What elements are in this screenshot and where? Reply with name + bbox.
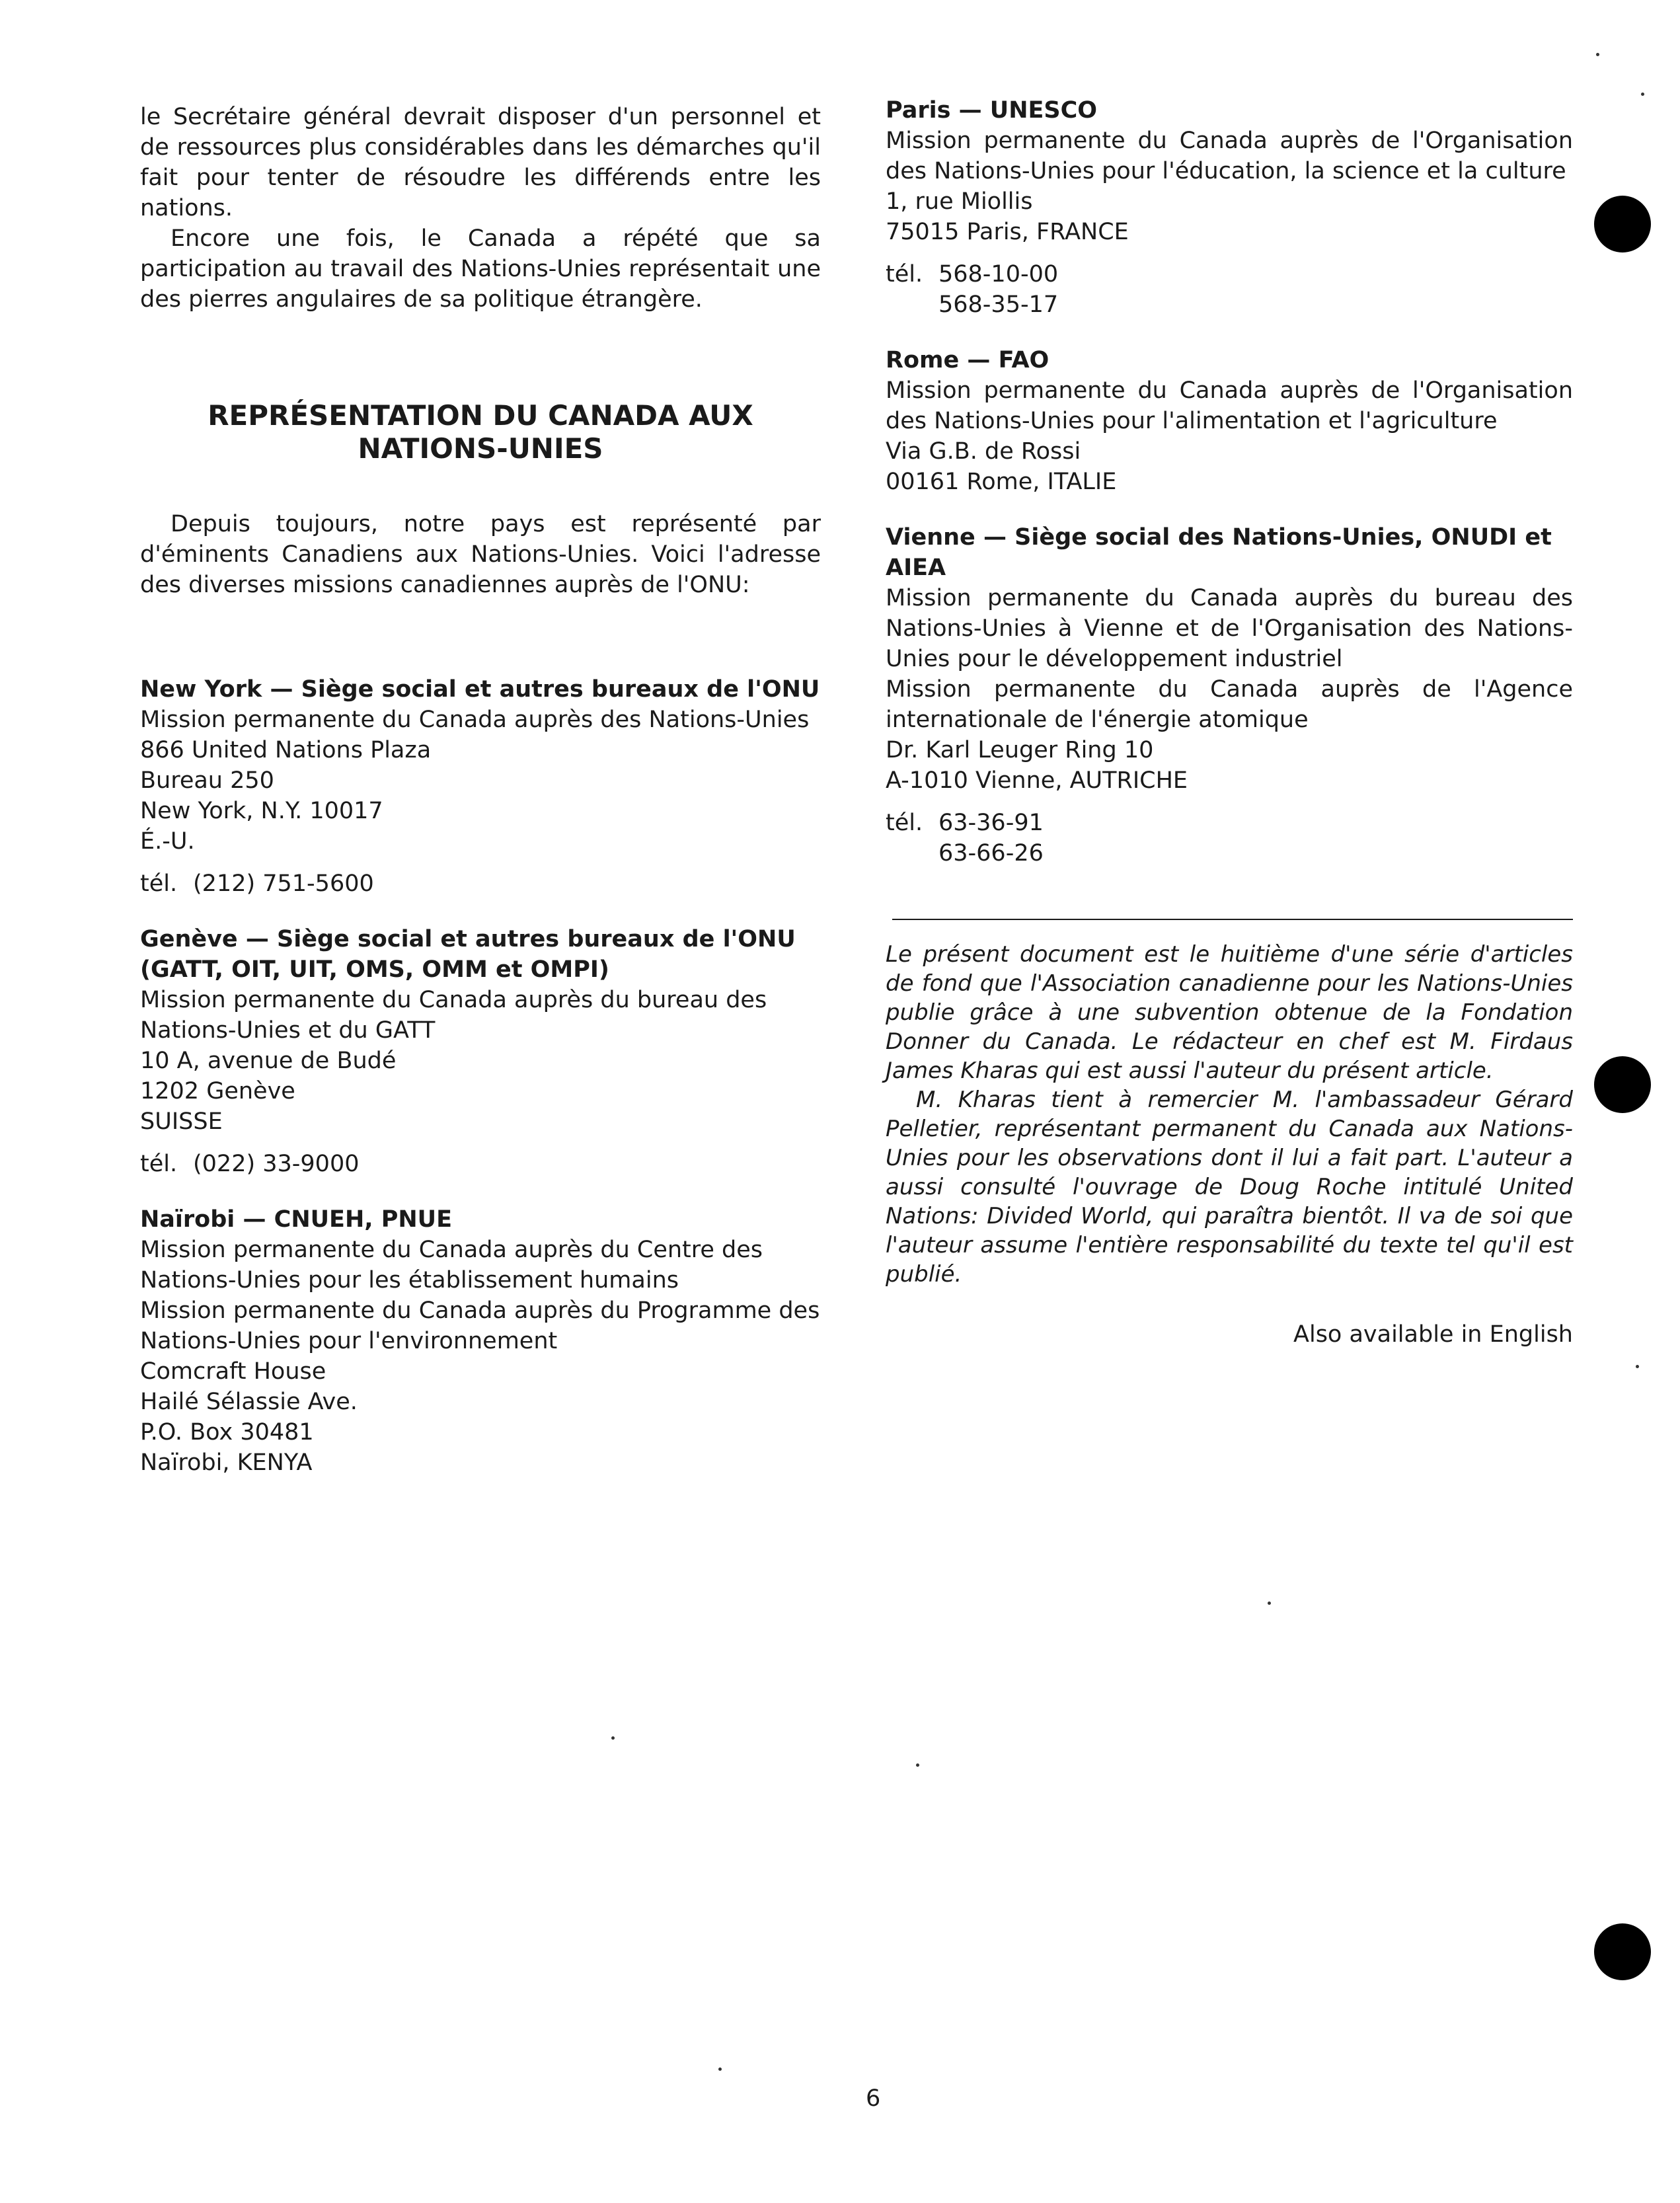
mission-address-line: Mission permanente du Canada auprès du Centre des Nations-Unies pour les établissement humains xyxy=(140,1237,763,1294)
telephone-label: tél. xyxy=(886,810,923,836)
telephone-label: tél. xyxy=(140,1151,178,1177)
telephone-number: 63-66-26 xyxy=(938,840,1044,867)
mission-geneve xyxy=(140,924,821,1179)
mission-address-line: Bureau 250 xyxy=(140,767,274,794)
mission-rome xyxy=(886,345,1573,497)
intro-paragraph-1: le Secrétaire général devrait disposer d'un personnel et de ressources plus considérables dans les démarches qu'il fait pour tenter de résoudre les différends entre les nations. xyxy=(140,104,821,221)
telephone-number: 568-35-17 xyxy=(938,291,1059,318)
mission-address-line: SUISSE xyxy=(140,1108,223,1135)
mission-heading: New York — Siège social et autres bureaux de l'ONU xyxy=(140,676,820,703)
scan-speck xyxy=(1268,1602,1271,1605)
note-paragraph-1: Le présent document est le huitième d'une série d'articles de fond que l'Association canadienne pour les Nations-Unies publie grâce à une subvention obtenue de la Fondation Donner du Canada. Le rédacteur en chef est M. Firdaus James Kharas qui est aussi l'auteur du présent article. xyxy=(886,941,1573,1084)
mission-address-line: 866 United Nations Plaza xyxy=(140,737,432,763)
section-title: REPRÉSENTATION DU CANADA AUX NATIONS-UNIES xyxy=(208,399,753,465)
mission-address-line: Mission permanente du Canada auprès du Programme des Nations-Unies pour l'environnement xyxy=(140,1297,820,1354)
telephone-label: tél. xyxy=(886,261,923,288)
mission-address-line: New York, N.Y. 10017 xyxy=(140,798,383,824)
mission-address-line: Comcraft House xyxy=(140,1358,326,1385)
mission-address-line: Mission permanente du Canada auprès de l'Agence internationale de l'énergie atomique xyxy=(886,676,1573,733)
mission-address-line: 1202 Genève xyxy=(140,1078,295,1104)
scan-speck xyxy=(1636,1365,1639,1368)
scan-speck xyxy=(718,2068,722,2071)
telephone-block xyxy=(886,259,1573,320)
mission-address-line: 75015 Paris, FRANCE xyxy=(886,219,1129,245)
mission-address-line: Naïrobi, KENYA xyxy=(140,1449,313,1476)
binder-hole-bottom xyxy=(1594,1923,1651,1980)
mission-paris xyxy=(886,95,1573,320)
right-column xyxy=(886,95,1573,1350)
telephone-block xyxy=(886,808,1573,869)
mission-address-line: Mission permanente du Canada auprès du bureau des Nations-Unies à Vienne et de l'Organisation des Nations-Unies pour le développement industriel xyxy=(886,585,1573,672)
scan-speck xyxy=(916,1763,919,1767)
mission-heading: Genève — Siège social et autres bureaux de l'ONU (GATT, OIT, UIT, OMS, OMM et OMPI) xyxy=(140,926,796,983)
telephone-label: tél. xyxy=(140,870,178,897)
also-available-note: Also available in English xyxy=(1293,1321,1573,1348)
mission-address-line: A-1010 Vienne, AUTRICHE xyxy=(886,767,1188,794)
mission-heading: Vienne — Siège social des Nations-Unies, ONUDI et AIEA xyxy=(886,524,1552,581)
mission-heading: Paris — UNESCO xyxy=(886,97,1098,124)
scan-speck xyxy=(611,1736,615,1740)
binder-hole-middle xyxy=(1594,1056,1651,1113)
mission-address-line: Hailé Sélassie Ave. xyxy=(140,1389,358,1415)
telephone-block xyxy=(140,1149,821,1179)
mission-address-line: Via G.B. de Rossi xyxy=(886,438,1081,465)
mission-address-line: Mission permanente du Canada auprès des Nations-Unies xyxy=(140,707,810,733)
scan-speck xyxy=(1596,53,1599,56)
telephone-number: 568-10-00 xyxy=(938,261,1059,288)
page-number: 6 xyxy=(866,2085,881,2112)
section-intro: Depuis toujours, notre pays est représenté par d'éminents Canadiens aux Nations-Unies. Voici l'adresse des diverses missions canadiennes auprès de l'ONU: xyxy=(140,511,821,598)
mission-address-line: Mission permanente du Canada auprès du bureau des Nations-Unies et du GATT xyxy=(140,987,767,1044)
scan-speck xyxy=(1641,93,1644,96)
binder-hole-top xyxy=(1594,196,1651,252)
mission-address-line: Mission permanente du Canada auprès de l'Organisation des Nations-Unies pour l'alimentation et l'agriculture xyxy=(886,377,1573,434)
mission-address-line: Dr. Karl Leuger Ring 10 xyxy=(886,737,1154,763)
note-paragraph-2: M. Kharas tient à remercier M. l'ambassadeur Gérard Pelletier, représentant permanent du Canada aux Nations-Unies pour les observations dont il lui a fait part. L'auteur a aussi consulté l'ouvrage de Doug Roche intitulé United Nations: Divided World, qui paraîtra bientôt. Il va de soi que l'auteur assume l'entière responsabilité du texte tel qu'il est publié. xyxy=(886,1087,1573,1288)
mission-address-line: 10 A, avenue de Budé xyxy=(140,1048,397,1074)
telephone-number: (022) 33-9000 xyxy=(193,1151,360,1177)
mission-address-line: 1, rue Miollis xyxy=(886,188,1033,215)
mission-address-line: É.-U. xyxy=(140,828,195,855)
mission-heading: Naïrobi — CNUEH, PNUE xyxy=(140,1206,452,1233)
mission-heading: Rome — FAO xyxy=(886,347,1050,373)
mission-nairobi xyxy=(140,1204,821,1478)
intro-paragraph-2: Encore une fois, le Canada a répété que sa participation au travail des Nations-Unies représentait une des pierres angulaires de sa politique étrangère. xyxy=(140,225,821,313)
mission-address-line: 00161 Rome, ITALIE xyxy=(886,469,1117,495)
telephone-number: 63-36-91 xyxy=(938,810,1044,836)
mission-address-line: P.O. Box 30481 xyxy=(140,1419,314,1446)
telephone-number: (212) 751-5600 xyxy=(193,870,374,897)
mission-new-york xyxy=(140,674,821,899)
left-column xyxy=(140,102,821,1503)
telephone-block xyxy=(140,869,821,899)
divider-rule xyxy=(892,919,1573,920)
mission-vienne xyxy=(886,522,1573,869)
mission-address-line: Mission permanente du Canada auprès de l'Organisation des Nations-Unies pour l'éducation, la science et la culture xyxy=(886,128,1573,184)
